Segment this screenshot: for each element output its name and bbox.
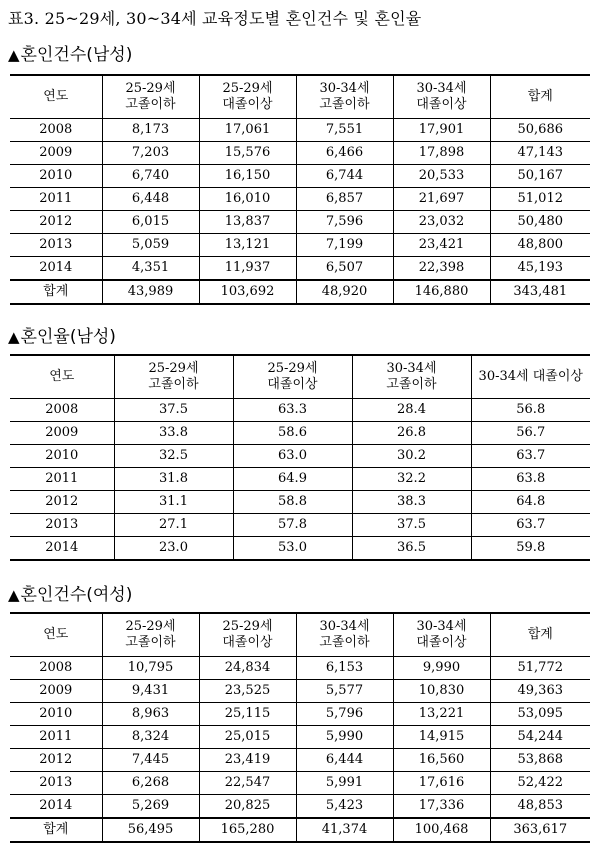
- table-row: [10, 211, 590, 234]
- value-cell: 27.1: [114, 514, 233, 537]
- year-cell: 2008: [10, 119, 102, 142]
- value-cell: 7,596: [296, 211, 393, 234]
- value-cell: 59.8: [471, 537, 590, 561]
- column-header: [296, 75, 393, 119]
- document-title: 표3. 25~29세, 30~34세 교육정도별 혼인건수 및 혼인율: [8, 9, 422, 28]
- table-row: [10, 188, 590, 211]
- header-row: [10, 613, 590, 657]
- value-cell: 22,398: [393, 257, 490, 281]
- year-cell: 2012: [10, 749, 102, 772]
- section-title-marriage-rate-male: [8, 322, 116, 347]
- value-cell: 5,990: [296, 726, 393, 749]
- year-cell: 2014: [10, 537, 114, 561]
- year-cell: 2008: [10, 657, 102, 680]
- column-header-line1: 연도: [43, 89, 69, 104]
- column-header: [233, 355, 352, 399]
- value-cell: 9,990: [393, 657, 490, 680]
- year-cell: 2008: [10, 399, 114, 422]
- column-header-line2: 대졸이상: [222, 635, 273, 650]
- value-cell: 63.7: [471, 445, 590, 468]
- header-row: [10, 355, 590, 399]
- year-cell: 2010: [10, 165, 102, 188]
- value-cell: 17,901: [393, 119, 490, 142]
- value-cell: 23.0: [114, 537, 233, 561]
- column-header: [10, 75, 102, 119]
- value-cell: 5,423: [296, 795, 393, 819]
- total-value-cell: 43,989: [102, 280, 199, 304]
- table-row: [10, 491, 590, 514]
- column-header-line1: 25-29세: [148, 361, 199, 376]
- column-header-line1: 25-29세: [267, 361, 318, 376]
- column-header-line1: 30-34세: [319, 619, 370, 634]
- section-title-marriages-female: [8, 580, 132, 605]
- column-header: [393, 613, 490, 657]
- year-cell: 2009: [10, 680, 102, 703]
- value-cell: 53,868: [490, 749, 590, 772]
- table-row: [10, 537, 590, 561]
- value-cell: 5,269: [102, 795, 199, 819]
- value-cell: 38.3: [352, 491, 471, 514]
- value-cell: 5,796: [296, 703, 393, 726]
- column-header: [10, 613, 102, 657]
- column-header: [102, 613, 199, 657]
- column-header-line1: 25-29세: [222, 619, 273, 634]
- table-row: [10, 514, 590, 537]
- column-header-line2: 고졸이하: [125, 97, 176, 112]
- year-cell: 2012: [10, 211, 102, 234]
- year-cell: 2014: [10, 257, 102, 281]
- total-value-cell: 100,468: [393, 818, 490, 842]
- value-cell: 15,576: [199, 142, 296, 165]
- total-value-cell: 48,920: [296, 280, 393, 304]
- value-cell: 6,448: [102, 188, 199, 211]
- value-cell: 32.5: [114, 445, 233, 468]
- header-row: [10, 75, 590, 119]
- value-cell: 6,268: [102, 772, 199, 795]
- value-cell: 20,825: [199, 795, 296, 819]
- value-cell: 8,963: [102, 703, 199, 726]
- column-header-line2: 고졸이하: [386, 377, 437, 392]
- column-header-line2: 대졸이상: [222, 97, 273, 112]
- value-cell: 52,422: [490, 772, 590, 795]
- total-value-cell: 363,617: [490, 818, 590, 842]
- value-cell: 48,800: [490, 234, 590, 257]
- total-value-cell: 56,495: [102, 818, 199, 842]
- column-header: [114, 355, 233, 399]
- value-cell: 31.1: [114, 491, 233, 514]
- value-cell: 58.6: [233, 422, 352, 445]
- table-marriages-female: [10, 612, 590, 843]
- value-cell: 24,834: [199, 657, 296, 680]
- value-cell: 26.8: [352, 422, 471, 445]
- value-cell: 63.3: [233, 399, 352, 422]
- value-cell: 23,525: [199, 680, 296, 703]
- value-cell: 6,444: [296, 749, 393, 772]
- value-cell: 6,015: [102, 211, 199, 234]
- value-cell: 50,686: [490, 119, 590, 142]
- value-cell: 49,363: [490, 680, 590, 703]
- column-header-line1: 합계: [527, 627, 553, 642]
- value-cell: 56.8: [471, 399, 590, 422]
- value-cell: 6,857: [296, 188, 393, 211]
- table-row: [10, 680, 590, 703]
- value-cell: 51,772: [490, 657, 590, 680]
- value-cell: 37.5: [114, 399, 233, 422]
- column-header-line1: 연도: [43, 627, 69, 642]
- column-header-line1: 연도: [49, 369, 75, 384]
- year-cell: 2011: [10, 188, 102, 211]
- value-cell: 17,061: [199, 119, 296, 142]
- value-cell: 64.8: [471, 491, 590, 514]
- value-cell: 8,324: [102, 726, 199, 749]
- column-header: [393, 75, 490, 119]
- total-value-cell: 103,692: [199, 280, 296, 304]
- column-header-line1: 25-29세: [222, 81, 273, 96]
- value-cell: 64.9: [233, 468, 352, 491]
- column-header-line1: 25-29세: [125, 81, 176, 96]
- column-header: [296, 613, 393, 657]
- table-row: [10, 749, 590, 772]
- value-cell: 7,203: [102, 142, 199, 165]
- section-title-text: 혼인건수(남성): [20, 45, 133, 65]
- table-row: [10, 468, 590, 491]
- table-row: [10, 142, 590, 165]
- column-header: [471, 355, 590, 399]
- value-cell: 20,533: [393, 165, 490, 188]
- year-cell: 2011: [10, 468, 114, 491]
- column-header-line1: 30-34세 대졸이상: [478, 369, 583, 384]
- table-row: [10, 726, 590, 749]
- total-row: [10, 818, 590, 842]
- column-header: [102, 75, 199, 119]
- value-cell: 6,740: [102, 165, 199, 188]
- column-header: [199, 75, 296, 119]
- value-cell: 36.5: [352, 537, 471, 561]
- year-cell: 2010: [10, 703, 102, 726]
- column-header: [490, 75, 590, 119]
- value-cell: 50,480: [490, 211, 590, 234]
- value-cell: 63.7: [471, 514, 590, 537]
- value-cell: 50,167: [490, 165, 590, 188]
- value-cell: 7,551: [296, 119, 393, 142]
- section-title-text: 혼인율(남성): [20, 327, 116, 347]
- value-cell: 56.7: [471, 422, 590, 445]
- value-cell: 16,010: [199, 188, 296, 211]
- total-row: [10, 280, 590, 304]
- value-cell: 10,830: [393, 680, 490, 703]
- value-cell: 17,336: [393, 795, 490, 819]
- value-cell: 28.4: [352, 399, 471, 422]
- value-cell: 22,547: [199, 772, 296, 795]
- total-value-cell: 165,280: [199, 818, 296, 842]
- table-marriages-male: [10, 74, 590, 305]
- column-header-line2: 고졸이하: [148, 377, 199, 392]
- value-cell: 13,121: [199, 234, 296, 257]
- value-cell: 10,795: [102, 657, 199, 680]
- value-cell: 45,193: [490, 257, 590, 281]
- column-header: [10, 355, 114, 399]
- value-cell: 51,012: [490, 188, 590, 211]
- year-cell: 2013: [10, 234, 102, 257]
- value-cell: 6,744: [296, 165, 393, 188]
- value-cell: 6,153: [296, 657, 393, 680]
- value-cell: 7,199: [296, 234, 393, 257]
- value-cell: 53.0: [233, 537, 352, 561]
- table-row: [10, 257, 590, 281]
- value-cell: 17,616: [393, 772, 490, 795]
- value-cell: 17,898: [393, 142, 490, 165]
- year-cell: 2009: [10, 422, 114, 445]
- value-cell: 11,937: [199, 257, 296, 281]
- column-header-line1: 30-34세: [386, 361, 437, 376]
- value-cell: 53,095: [490, 703, 590, 726]
- column-header-line2: 고졸이하: [125, 635, 176, 650]
- column-header: [490, 613, 590, 657]
- table-row: [10, 422, 590, 445]
- value-cell: 31.8: [114, 468, 233, 491]
- value-cell: 23,032: [393, 211, 490, 234]
- table-row: [10, 772, 590, 795]
- value-cell: 16,560: [393, 749, 490, 772]
- value-cell: 6,507: [296, 257, 393, 281]
- value-cell: 30.2: [352, 445, 471, 468]
- triangle-marker-icon: ▲: [8, 46, 20, 64]
- value-cell: 48,853: [490, 795, 590, 819]
- year-cell: 2012: [10, 491, 114, 514]
- column-header-line2: 대졸이상: [416, 97, 467, 112]
- total-value-cell: 41,374: [296, 818, 393, 842]
- year-cell: 2009: [10, 142, 102, 165]
- total-label-cell: 합계: [10, 818, 102, 842]
- triangle-marker-icon: ▲: [8, 328, 20, 346]
- value-cell: 4,351: [102, 257, 199, 281]
- value-cell: 5,991: [296, 772, 393, 795]
- year-cell: 2011: [10, 726, 102, 749]
- column-header-line2: 고졸이하: [319, 97, 370, 112]
- value-cell: 23,419: [199, 749, 296, 772]
- total-value-cell: 146,880: [393, 280, 490, 304]
- value-cell: 32.2: [352, 468, 471, 491]
- section-title-marriages-male: [8, 40, 132, 65]
- value-cell: 58.8: [233, 491, 352, 514]
- value-cell: 21,697: [393, 188, 490, 211]
- table-marriage-rate-male: [10, 354, 590, 561]
- value-cell: 13,837: [199, 211, 296, 234]
- table-row: [10, 399, 590, 422]
- value-cell: 37.5: [352, 514, 471, 537]
- value-cell: 5,577: [296, 680, 393, 703]
- column-header-line1: 30-34세: [416, 619, 467, 634]
- column-header-line1: 합계: [527, 89, 553, 104]
- value-cell: 8,173: [102, 119, 199, 142]
- table-row: [10, 795, 590, 819]
- column-header: [199, 613, 296, 657]
- value-cell: 63.8: [471, 468, 590, 491]
- value-cell: 5,059: [102, 234, 199, 257]
- value-cell: 47,143: [490, 142, 590, 165]
- value-cell: 25,115: [199, 703, 296, 726]
- value-cell: 7,445: [102, 749, 199, 772]
- table-row: [10, 657, 590, 680]
- value-cell: 14,915: [393, 726, 490, 749]
- column-header-line1: 30-34세: [416, 81, 467, 96]
- value-cell: 63.0: [233, 445, 352, 468]
- column-header-line2: 대졸이상: [416, 635, 467, 650]
- value-cell: 54,244: [490, 726, 590, 749]
- table-row: [10, 703, 590, 726]
- value-cell: 9,431: [102, 680, 199, 703]
- year-cell: 2014: [10, 795, 102, 819]
- year-cell: 2013: [10, 772, 102, 795]
- year-cell: 2010: [10, 445, 114, 468]
- column-header-line2: 고졸이하: [319, 635, 370, 650]
- column-header-line1: 30-34세: [319, 81, 370, 96]
- value-cell: 23,421: [393, 234, 490, 257]
- value-cell: 57.8: [233, 514, 352, 537]
- value-cell: 25,015: [199, 726, 296, 749]
- total-value-cell: 343,481: [490, 280, 590, 304]
- column-header-line1: 25-29세: [125, 619, 176, 634]
- table-row: [10, 445, 590, 468]
- column-header: [352, 355, 471, 399]
- value-cell: 13,221: [393, 703, 490, 726]
- table-row: [10, 165, 590, 188]
- value-cell: 33.8: [114, 422, 233, 445]
- column-header-line2: 대졸이상: [267, 377, 318, 392]
- value-cell: 16,150: [199, 165, 296, 188]
- section-title-text: 혼인건수(여성): [20, 585, 133, 605]
- value-cell: 6,466: [296, 142, 393, 165]
- table-row: [10, 234, 590, 257]
- triangle-marker-icon: ▲: [8, 586, 20, 604]
- year-cell: 2013: [10, 514, 114, 537]
- table-row: [10, 119, 590, 142]
- total-label-cell: 합계: [10, 280, 102, 304]
